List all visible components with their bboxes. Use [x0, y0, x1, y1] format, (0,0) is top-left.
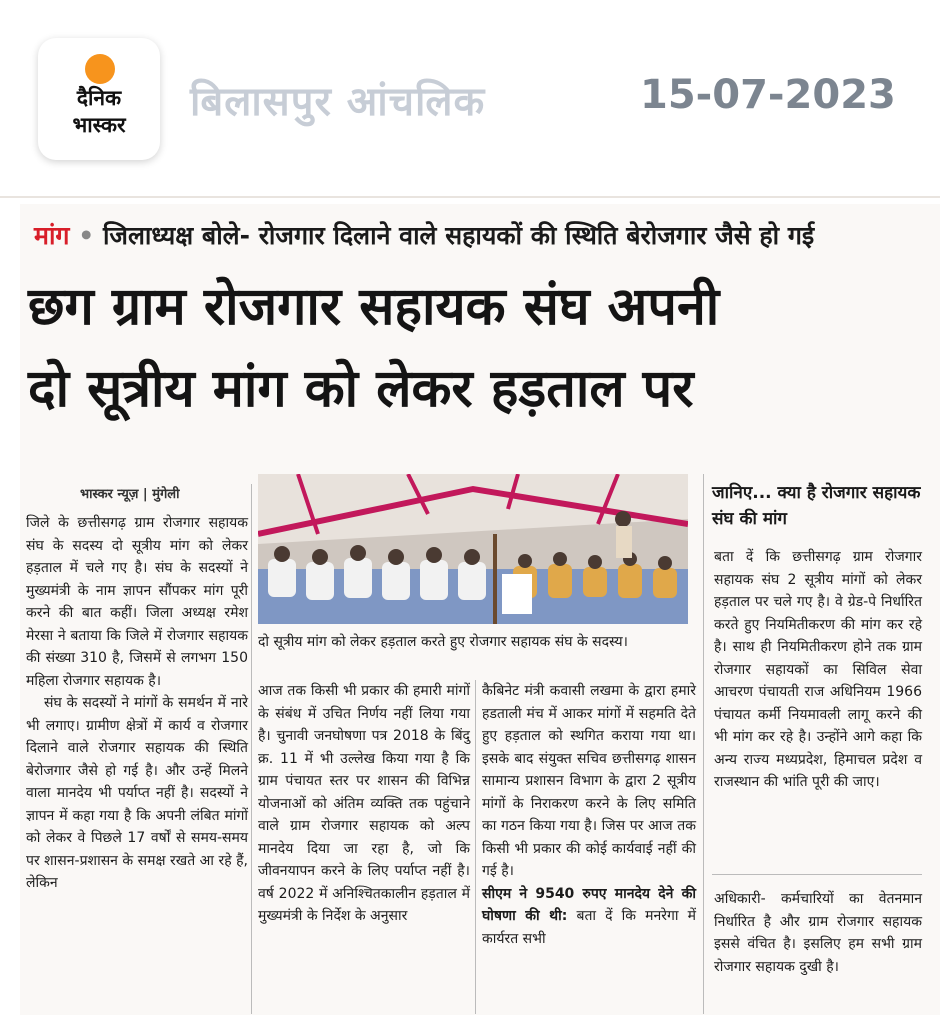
article-column-4-lower [714, 888, 922, 978]
paragraph: जिले के छत्तीसगढ़ ग्राम रोजगार सहायक संघ के सदस्य दो सूत्रीय मांग को लेकर हड़ताल में चले गए है। संघ के सदस्यों ने मुख्यमंत्री के नाम ज्ञापन सौंपकर मांग पूरी करने की बात कहीं। जिला अध्यक्ष रमेश मेरसा ने बताया कि जिले में रोजगार सहायक की संख्या 310 है, जिसमें से लगभग 150 महिला रोजगार सहायक है। [26, 515, 248, 689]
column-rule-3 [703, 474, 704, 1014]
sidebar-divider [712, 874, 922, 875]
article-column-3 [482, 680, 696, 950]
kicker-tag: मांग [34, 221, 70, 250]
dainik-bhaskar-logo[interactable] [38, 38, 160, 160]
headline-line-2: दो सूत्रीय मांग को लेकर हड़ताल पर [28, 359, 694, 419]
kicker-text: जिलाध्यक्ष बोले- रोजगार दिलाने वाले सहायकों की स्थिति बेरोजगार जैसे हो गई [102, 221, 815, 250]
paragraph: कैबिनेट मंत्री कवासी लखमा के द्वारा हमारे हडताली मंच में आकर मांगों में सहमति देते हुए हड़ताल को स्थगित कराया गया था। इसके बाद संयुक्त सचिव छत्तीसगढ़ शासन सामान्य प्रशासन विभाग के द्वारा 2 सूत्रीय मांगों के निराकरण करने के लिए समिति का गठन किया गया है। जिस पर आज तक किसी भी प्रकार की कोई कार्यवाई नहीं की गई है। [482, 683, 696, 879]
logo-text-line1: दैनिक [76, 86, 122, 110]
logo-text-line2: भास्कर [72, 113, 126, 137]
column-rule-2 [475, 680, 476, 1014]
sidebar-body [714, 546, 922, 794]
header-divider [0, 196, 940, 198]
column-rule-1 [251, 484, 252, 1014]
paragraph: संघ के सदस्यों ने मांगों के समर्थन में नारे भी लगाए। ग्रामीण क्षेत्रों में कार्य व रोजगार दिलाने वाले रोजगार सहायक की स्थिति बेरोजगार जैसे हो गई है। और उन्हें मिलने वाला मानदेय भी पर्याप्त नहीं है। सदस्यों ने ज्ञापन में कहा गया है कि अपनी लंबित मांगों को लेकर वे पिछले 17 वर्षों से समय-समय पर शासन-प्रशासन के समक्ष रखते आ रहे हैं, लेकिन [26, 695, 248, 891]
byline: भास्कर न्यूज़ | मुंगेली [80, 487, 180, 502]
paragraph: बता दें कि छत्तीसगढ़ ग्राम रोजगार सहायक संघ 2 सूत्रीय मांगों को लेकर हड़ताल पर चले गए है। वे ग्रेड-पे निर्धारित करते हुए नियमितीकरण की मांग कर रहे है। साथ ही नियमितीकरण होने तक ग्राम रोजगार सहायकों का सिविल सेवा आचरण पंचायती राज अधिनियम 1966 पंचायत कर्मी नियमावली लागू करने की भी मांग कर रहे है। उन्होंने आगे कहा कि अन्य राज्य मध्यप्रदेश, हिमाचल प्रदेश व राजस्थान की भांति पूरी की जाए। [714, 549, 922, 790]
headline [28, 266, 933, 430]
subheading: सीएम ने 9540 रुपए मानदेय देने की घोषणा की थी: [482, 885, 696, 924]
kicker-line [34, 216, 934, 256]
photo-caption: दो सूत्रीय मांग को लेकर हड़ताल करते हुए रोजगार सहायक संघ के सदस्य। [258, 634, 628, 650]
paragraph: आज तक किसी भी प्रकार की हमारी मांगों के संबंध में उचित निर्णय नहीं लिया गया है। चुनावी जनघोषणा पत्र 2018 के बिंदु क्र. 11 में भी उल्लेख किया गया है कि ग्राम पंचायत स्तर पर शासन की विभिन्न योजनाओं को अंतिम व्यक्ति तक पहुंचाने वाले ग्राम रोजगार सहायक को अल्प मानदेय दिया जा रहा है, जो कि जीवनयापन करने के लिए पर्याप्त नहीं है। वर्ष 2022 में अनिश्चितकालीन हड़ताल में मुख्यमंत्री के निर्देश के अनुसार [258, 683, 470, 924]
app-header [0, 0, 940, 190]
kicker-bullet: • [78, 221, 95, 250]
paragraph: अधिकारी- कर्मचारियों का वेतनमान निर्धारित है और ग्राम रोजगार सहायक इससे वंचित है। इसलिए हम सभी ग्राम रोजगार सहायक दुखी है। [714, 891, 922, 975]
article-column-2 [258, 680, 470, 928]
sun-icon [85, 54, 115, 84]
paragraph: बता दें कि मनरेगा में कार्यरत सभी [482, 908, 697, 947]
edition-name: बिलासपुर आंचलिक [190, 79, 486, 125]
protest-photo [258, 474, 688, 624]
headline-line-1: छग ग्राम रोजगार सहायक संघ अपनी [28, 277, 720, 337]
newspaper-clipping [20, 204, 940, 1015]
edition-date: 15-07-2023 [640, 72, 896, 118]
sidebar-title: जानिए... क्या है रोजगार सहायक संघ की मांग [712, 483, 921, 529]
article-column-1 [26, 512, 248, 895]
protest-photo-illustration [258, 474, 688, 624]
